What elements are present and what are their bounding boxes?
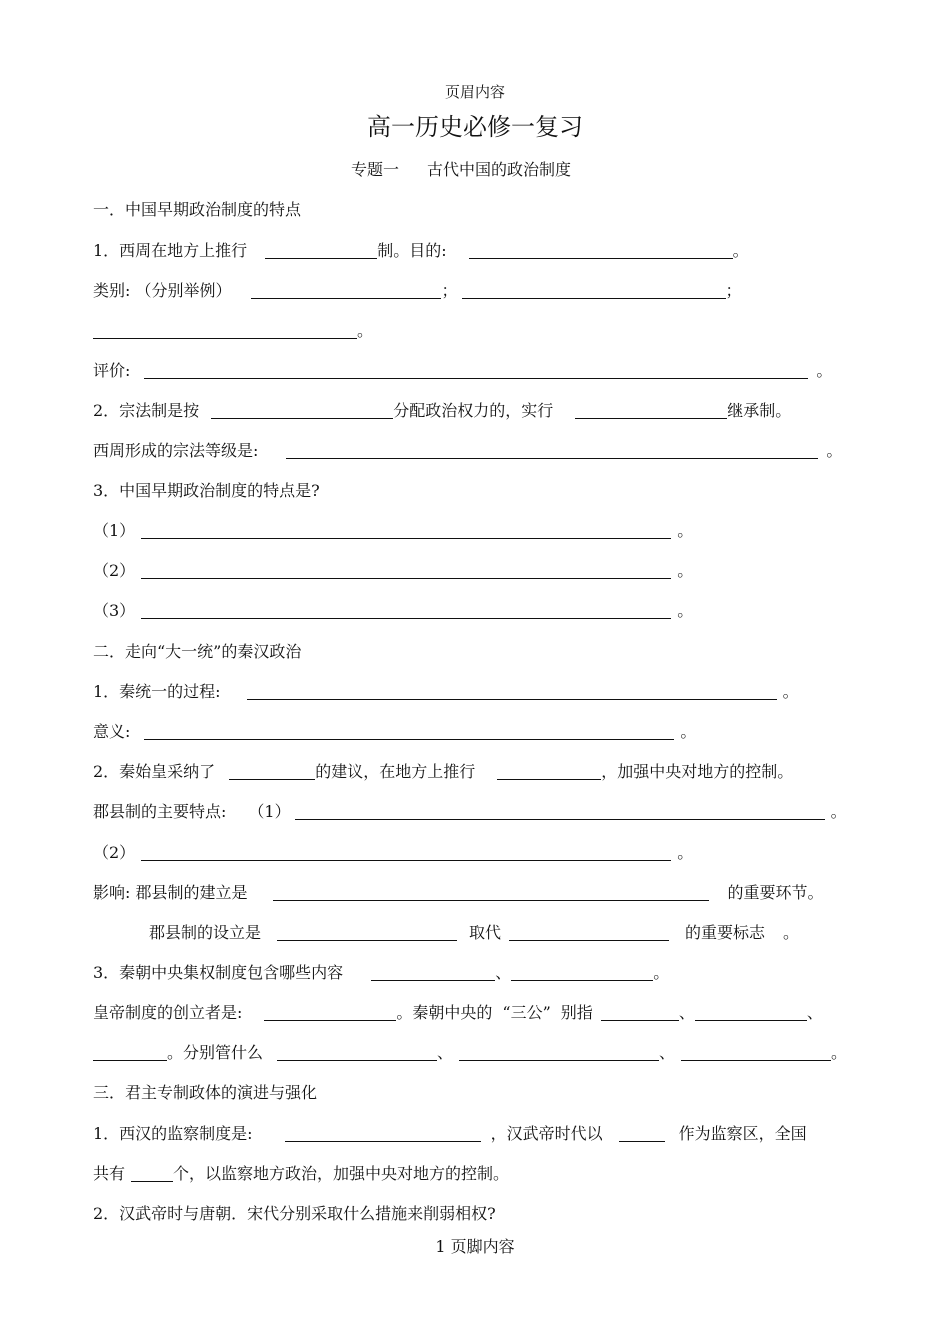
blank-field[interactable] (575, 402, 727, 419)
separator: 、 (806, 1003, 823, 1022)
text-seg: 共有 (93, 1164, 126, 1183)
emperor-label: 皇帝制度的创立者是: (93, 1003, 243, 1022)
separator: 、 (659, 1043, 676, 1062)
separator: 、 (495, 963, 512, 982)
unification-label: 1．秦统一的过程: (93, 682, 221, 701)
line-end: 。 (830, 802, 847, 821)
blank-field[interactable] (211, 402, 393, 419)
q-line-18 (93, 963, 669, 983)
evaluation-label: 评价: (93, 361, 131, 380)
blank-field[interactable] (131, 1165, 173, 1182)
q-line-13 (93, 762, 793, 782)
q-line-3 (93, 321, 373, 341)
q-line-21 (93, 1124, 807, 1144)
q-line-16 (93, 883, 824, 903)
replace-text: 取代 (469, 923, 502, 942)
q2-text-c: 继承制。 (727, 401, 792, 420)
q2b-text: 2．秦始皇采纳了 (93, 762, 216, 781)
separator: ； (441, 281, 458, 300)
blank-field[interactable] (511, 964, 653, 981)
item-number: （2） (93, 843, 136, 862)
separator: 、 (437, 1043, 454, 1062)
line-end: 。 (677, 601, 694, 620)
blank-field[interactable] (247, 683, 777, 700)
topic-label: 专题一 (351, 160, 400, 179)
blank-field[interactable] (93, 1044, 167, 1061)
hierarchy-label: 西周形成的宗法等级是: (93, 441, 259, 460)
section-heading-3: 三．君主专制政体的演进与强化 (93, 1083, 318, 1102)
q-line-22 (93, 1164, 509, 1184)
q1-text: 1．西周在地方上推行 (93, 241, 248, 260)
q3b-text: 3．秦朝中央集权制度包含哪些内容 (93, 963, 344, 982)
section-heading-1: 一．中国早期政治制度的特点 (93, 200, 302, 219)
blank-field[interactable] (497, 763, 601, 780)
q-line-20 (93, 1043, 847, 1063)
q-line-10 (93, 601, 693, 621)
topic-line (351, 160, 571, 180)
significance-label: 意义: (93, 722, 131, 741)
blank-field[interactable] (93, 322, 357, 339)
text-seg: ，汉武帝时代以 (490, 1124, 603, 1143)
q-line-9 (93, 561, 693, 581)
features-label: 郡县制的主要特点: (93, 802, 227, 821)
blank-field[interactable] (277, 1044, 437, 1061)
line-end: 。 (816, 361, 833, 380)
blank-field[interactable] (144, 723, 674, 740)
q-line-5 (93, 401, 791, 421)
item-number: （3） (93, 601, 136, 620)
q-line-2 (93, 281, 742, 301)
blank-field[interactable] (295, 803, 825, 820)
blank-field[interactable] (264, 1004, 396, 1021)
blank-field[interactable] (144, 362, 808, 379)
topic-name: 古代中国的政治制度 (427, 160, 572, 179)
q-line-12 (93, 722, 696, 742)
blank-field[interactable] (462, 282, 726, 299)
q-line-6 (93, 441, 842, 461)
blank-field[interactable] (229, 763, 315, 780)
q-line-15 (93, 843, 693, 863)
blank-field[interactable] (251, 282, 441, 299)
separator: 、 (678, 1003, 695, 1022)
line-end: 。 (826, 441, 843, 460)
blank-field[interactable] (371, 964, 495, 981)
line-end: 。 (677, 521, 694, 540)
blank-field[interactable] (273, 884, 709, 901)
q-line-1 (93, 241, 749, 261)
impact-label: 影响: 郡县制的建立是 (93, 883, 248, 902)
q-line-23: 2．汉武帝时与唐朝．宋代分别采取什么措施来削弱相权? (93, 1204, 496, 1223)
page-footer: 1 页脚内容 (435, 1237, 515, 1256)
q-line-7: 3．中国早期政治制度的特点是? (93, 481, 320, 500)
text-seg: 别指 (560, 1003, 593, 1022)
line-end: 。 (677, 561, 694, 580)
item-number: （1） (248, 802, 291, 821)
q-line-19 (93, 1003, 823, 1023)
line-end: 。 (357, 321, 374, 340)
page-title: 高一历史必修一复习 (367, 113, 583, 141)
blank-field[interactable] (141, 602, 671, 619)
blank-field[interactable] (509, 924, 669, 941)
q2-text: 2．宗法制是按 (93, 401, 200, 420)
establishment-label: 郡县制的设立是 (149, 923, 262, 942)
q-line-11 (93, 682, 799, 702)
three-dukes: “三公” (502, 1003, 551, 1022)
blank-field[interactable] (265, 242, 377, 259)
blank-field[interactable] (695, 1004, 807, 1021)
blank-field[interactable] (459, 1044, 659, 1061)
q1-end: 。 (732, 241, 749, 260)
q-line-14 (93, 802, 847, 822)
blank-field[interactable] (469, 242, 733, 259)
line-end: 。 (653, 963, 670, 982)
line-end: 。 (783, 923, 800, 942)
blank-field[interactable] (681, 1044, 831, 1061)
line-end: 。 (680, 722, 697, 741)
q-line-8 (93, 521, 693, 541)
separator: ； (725, 281, 742, 300)
supervision-label: 1．西汉的监察制度是: (93, 1124, 253, 1143)
q-line-4 (93, 361, 832, 381)
q1-text-b: 制。目的: (377, 241, 447, 260)
q2b-text-c: ，加强中央对地方的控制。 (601, 762, 794, 781)
blank-field[interactable] (141, 522, 671, 539)
q2-text-b: 分配政治权力的，实行 (393, 401, 554, 420)
line-end: 。 (782, 682, 799, 701)
line-end: 。 (677, 843, 694, 862)
blank-field[interactable] (601, 1004, 679, 1021)
q-line-17 (149, 923, 799, 943)
blank-field[interactable] (277, 924, 457, 941)
text-seg: 个，以监察地方政治，加强中央对地方的控制。 (173, 1164, 510, 1183)
blank-field[interactable] (141, 844, 671, 861)
line-end: 。 (831, 1043, 848, 1062)
blank-field[interactable] (285, 1125, 481, 1142)
section-heading-2: 二．走向“大一统”的秦汉政治 (93, 642, 302, 661)
impact-end: 的重要环节。 (727, 883, 824, 902)
item-number: （1） (93, 521, 136, 540)
text-seg: 。秦朝中央的 (396, 1003, 493, 1022)
blank-field[interactable] (619, 1125, 665, 1142)
item-number: （2） (93, 561, 136, 580)
blank-field[interactable] (141, 562, 671, 579)
q2b-text-b: 的建议，在地方上推行 (315, 762, 476, 781)
text-seg: 作为监察区，全国 (678, 1124, 807, 1143)
category-label: 类别: （分别举例） (93, 281, 232, 300)
text-seg: 。分别管什么 (167, 1043, 264, 1062)
page-header: 页眉内容 (444, 83, 505, 101)
marker-text: 的重要标志 (685, 923, 766, 942)
blank-field[interactable] (286, 442, 818, 459)
